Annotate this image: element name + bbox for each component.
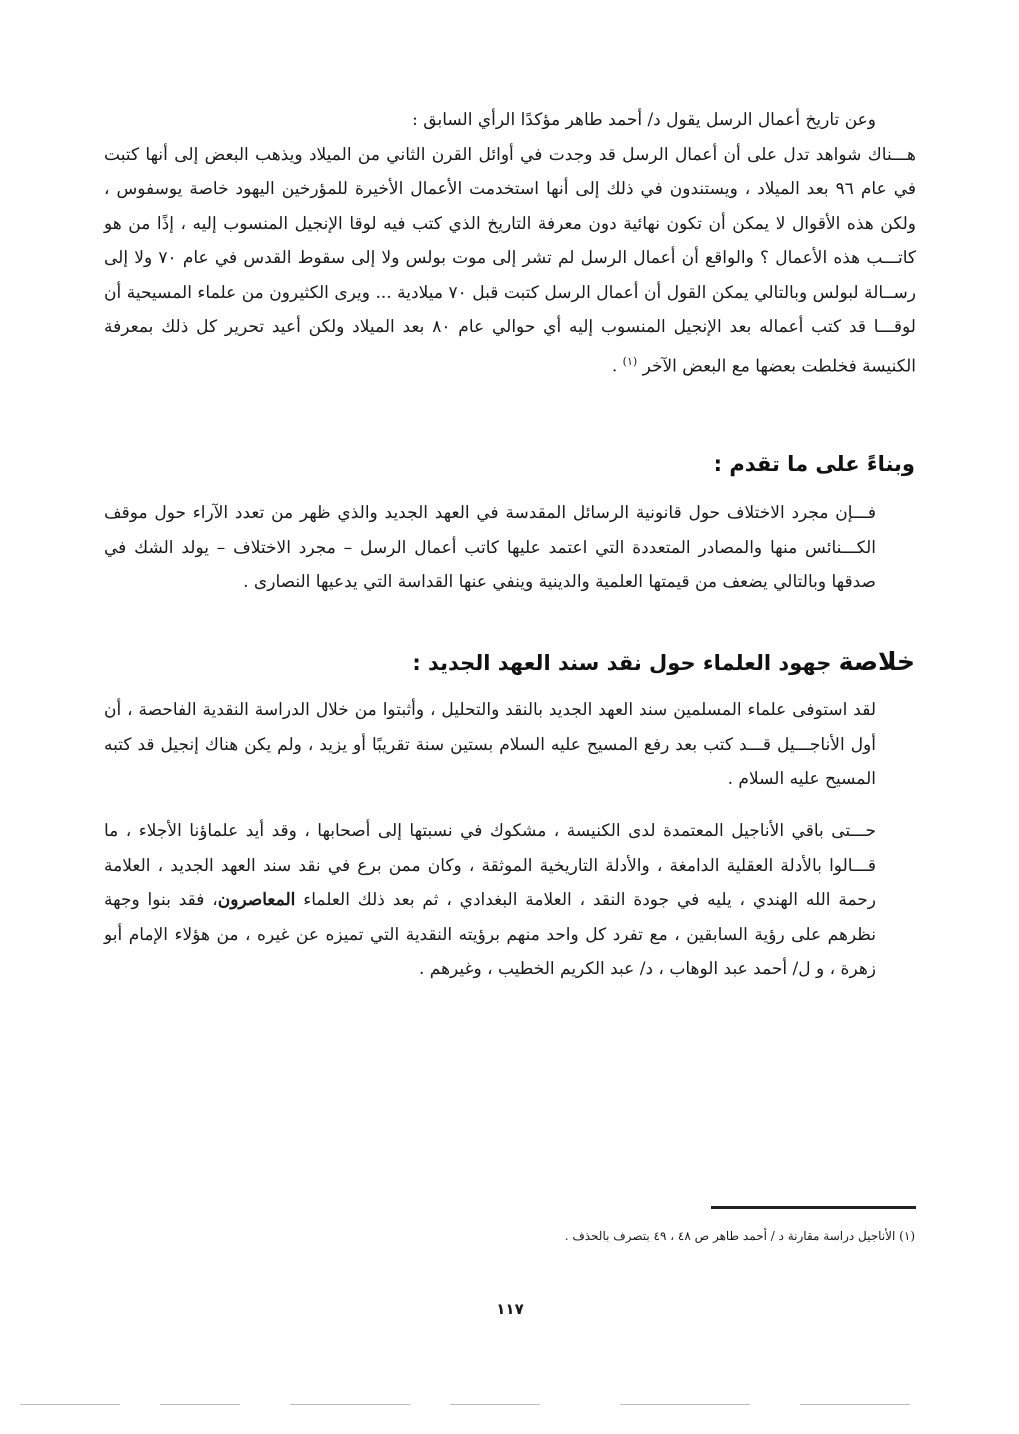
scholars-bold-word: المعاصرون: [217, 890, 296, 910]
footnote-reference: (١): [622, 354, 638, 368]
scholars-paragraph: [104, 814, 916, 987]
acts-dating-section: [104, 103, 916, 384]
summary-paragraph: لقد استوفى علماء المسلمين سند العهد الجديد بالنقد والتحليل ، وأثبتوا من خلال الدراسة النقدية الفاحصة ، أن أول الأناجـــيل قـــد كتب بعد رفع المسيح عليه السلام بستين سنة تقريبًا أو يزيد ، ولم يكن هناك إنجيل قد كتبه المسيح عليه السلام .: [104, 700, 876, 789]
conclusion-paragraph: فـــإن مجرد الاختلاف حول قانونية الرسائل المقدسة في العهد الجديد والذي ظهر من تعدد الآراء حول موقف الكـــنائس منها والمصادر المتعددة التي اعتمد عليها كاتب أعمال الرسل – مجرد الاختلاف – يولد الشك في صدقها وبالتالي يضعف من قيمتها العلمية والدينية وينفي عنها القداسة التي يدعيها النصارى .: [104, 503, 876, 592]
scan-artifact-line: [290, 1404, 410, 1405]
footnote: (١) الأناجيل دراسة مقارنة د / أحمد طاهر ص ٤٨ ، ٤٩ بتصرف بالحذف .: [564, 1229, 915, 1243]
section-heading-summary: [412, 647, 915, 676]
quote-text: هـــناك شواهد تدل على أن أعمال الرسل قد وجدت في أوائل القرن الثاني من الميلاد ويذهب البعض إلى أنها كتبت في عام ٩٦ بعد الميلاد ، ويستندون في ذلك إلى أنها استخدمت الأعمال الأخيرة للمؤرخين اليهود خاصة يوسفوس ، ولكن هذه الأقوال لا يمكن أن تكون نهائية دون معرفة التاريخ الذي كتب فيه لوقا الإنجيل المنسوب إليه ، إذًا من هو كاتـــب هذه الأعمال ؟ والواقع أن أعمال الرسل لم تشر إلى موت بولس ولا إلى سقوط القدس في عام ٧٠ ولا إلى رســالة لبولس وبالتالي يمكن القول أن أعمال الرسل كتبت قبل ٧٠ ميلادية ... ويرى الكثيرون من علماء المسيحية أن لوقـــا قد كتب أعماله بعد الإنجيل المنسوب إليه أي حوالي عام ٨٠ بعد الميلاد ولكن أعيد تحرير كل ذلك بمعرفة الكنيسة فخلطت بعضها مع البعض الآخر: [104, 144, 916, 377]
section-heading-conclusion: وبناءً على ما تقدم :: [713, 452, 915, 476]
scan-artifact-line: [800, 1404, 910, 1405]
scan-artifact-line: [20, 1404, 120, 1405]
summary-section: [104, 693, 916, 797]
scan-artifact-line: [450, 1404, 540, 1405]
scan-artifact-line: [620, 1404, 750, 1405]
quote-end-mark: .: [611, 356, 623, 377]
scholars-text-after: ، فقد بنوا وجهة نظرهم على رؤية السابقين ، مع تفرد كل واحد منهم برؤيته النقدية التي تميزه عن غيره ، من هؤلاء الإمام أبو زهرة ، و ل/ أحمد عبد الوهاب ، د/ عبد الكريم الخطيب ، وغيرهم .: [104, 890, 876, 979]
scholars-text-before: حـــتى باقي الأناجيل المعتمدة لدى الكنيسة ، مشكوك في نسبتها إلى أصحابها ، وقد أيد علماؤنا الأجلاء ، ما قـــالوا بالأدلة العقلية الدامغة ، والأدلة التاريخية الموثقة ، وكان ممن برع في نقد سند العهد الجديد ، العلامة رحمة الله الهندي ، يليه في جودة النقد ، العلامة البغدادي ، ثم بعد ذلك العلماء: [104, 821, 876, 910]
scan-artifact-line: [160, 1404, 240, 1405]
footnote-divider: [711, 1206, 916, 1209]
quote-paragraph: [104, 138, 916, 384]
scholars-section: [104, 814, 916, 987]
page-number: ١١٧: [496, 1300, 524, 1318]
intro-line: وعن تاريخ أعمال الرسل يقول د/ أحمد طاهر مؤكدًا الرأي السابق :: [412, 110, 876, 130]
heading-lead-word: خلاصة: [838, 647, 915, 676]
heading-rest: جهود العلماء حول نقد سند العهد الجديد :: [412, 651, 839, 675]
conclusion-section: [104, 496, 916, 600]
